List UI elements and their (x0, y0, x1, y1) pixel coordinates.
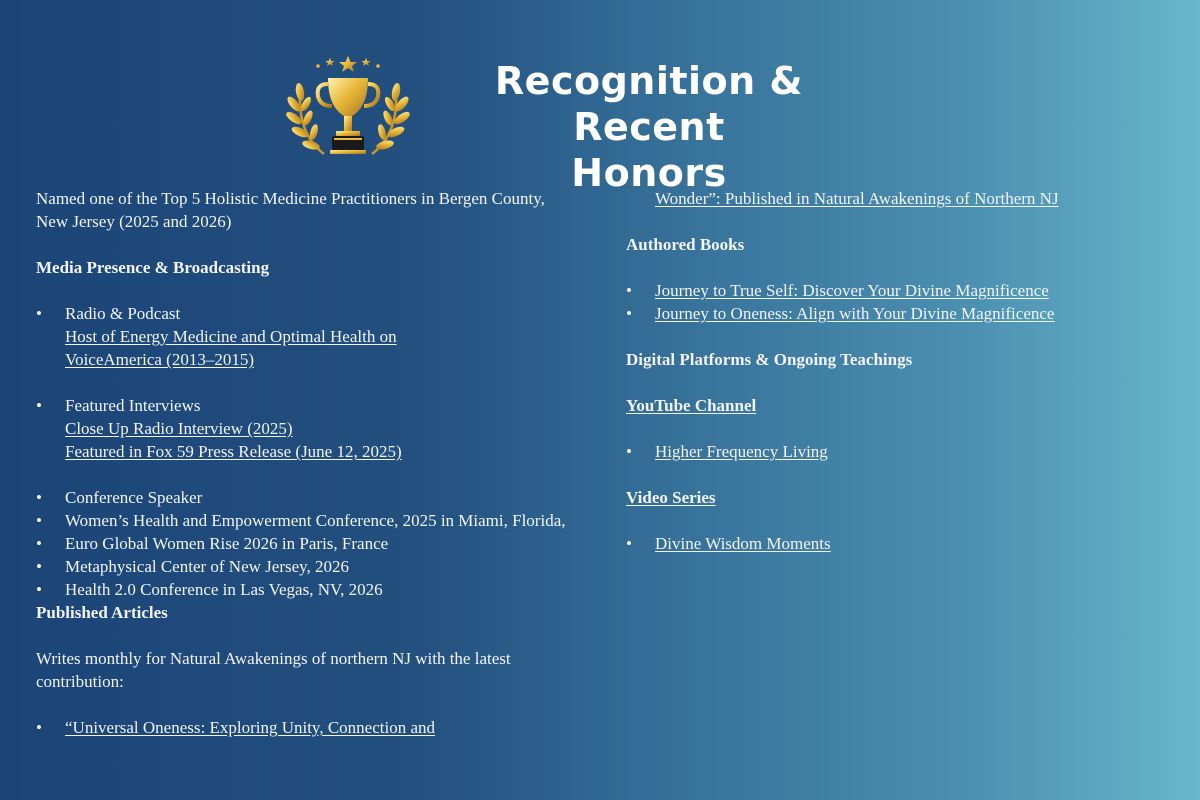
list-item: • Metaphysical Center of New Jersey, 2026 (36, 555, 576, 578)
intro-text: Named one of the Top 5 Holistic Medicine Practitioners in Bergen County, New Jersey (2025 and 2026) (36, 189, 545, 231)
book-link-oneness[interactable]: Journey to Oneness: Align with Your Divine Magnificence (655, 304, 1055, 323)
list-item (626, 440, 1186, 463)
video-series-link[interactable]: Video Series (626, 488, 716, 507)
list-item: • Euro Global Women Rise 2026 in Paris, France (36, 532, 576, 555)
voiceamerica-link[interactable] (65, 325, 576, 371)
youtube-heading-wrap (626, 394, 1186, 417)
article-link-continued (626, 187, 1186, 210)
list-item (36, 716, 576, 739)
book-link-true-self[interactable]: Journey to True Self: Discover Your Divine Magnificence (655, 281, 1049, 300)
conference-list (36, 486, 576, 601)
list-item (36, 302, 576, 371)
articles-list (36, 716, 576, 739)
youtube-list (626, 440, 1186, 463)
list-item (626, 532, 1186, 555)
article-link-cont[interactable]: Wonder”: Published in Natural Awakenings of Northern NJ (655, 189, 1059, 208)
link-text: VoiceAmerica (2013–2015) (65, 350, 254, 369)
video-list (626, 532, 1186, 555)
page-title (425, 58, 873, 196)
list-item (36, 394, 576, 463)
list-item: • Health 2.0 Conference in Las Vegas, NV, 2026 (36, 578, 576, 601)
media-heading: Media Presence & Broadcasting (36, 258, 270, 277)
left-column (36, 187, 576, 739)
list-item: • Women’s Health and Empowerment Conference, 2025 in Miami, Florida, (36, 509, 576, 532)
right-column (626, 187, 1186, 555)
trophy-laurel-icon (284, 46, 412, 166)
youtube-channel-link[interactable]: YouTube Channel (626, 396, 757, 415)
articles-heading: Published Articles (36, 603, 168, 622)
higher-frequency-living-link[interactable]: Higher Frequency Living (655, 442, 828, 461)
radio-list (36, 302, 576, 371)
list-item: • Conference Speaker (36, 486, 576, 509)
interviews-label: • Featured Interviews (65, 396, 201, 415)
fox59-link[interactable]: Featured in Fox 59 Press Release (June 12, 2025) (65, 442, 402, 461)
list-item (626, 279, 1186, 302)
video-heading-wrap (626, 486, 1186, 509)
books-heading: Authored Books (626, 235, 745, 254)
interviews-list (36, 394, 576, 463)
radio-label: • Radio & Podcast (65, 304, 181, 323)
books-list (626, 279, 1186, 325)
title-line-1: Recognition & Recent (494, 59, 804, 149)
title-line-2: Honors (571, 151, 727, 195)
header (0, 0, 1200, 195)
link-text: Host of Energy Medicine and Optimal Health on (65, 327, 397, 346)
articles-text: Writes monthly for Natural Awakenings of northern NJ with the latest contribution: (36, 649, 511, 691)
list-item (626, 302, 1186, 325)
article-link[interactable]: “Universal Oneness: Exploring Unity, Connection and (65, 718, 435, 737)
close-up-radio-link[interactable]: Close Up Radio Interview (2025) (65, 419, 293, 438)
digital-heading: Digital Platforms & Ongoing Teachings (626, 350, 913, 369)
divine-wisdom-moments-link[interactable]: Divine Wisdom Moments (655, 534, 831, 553)
